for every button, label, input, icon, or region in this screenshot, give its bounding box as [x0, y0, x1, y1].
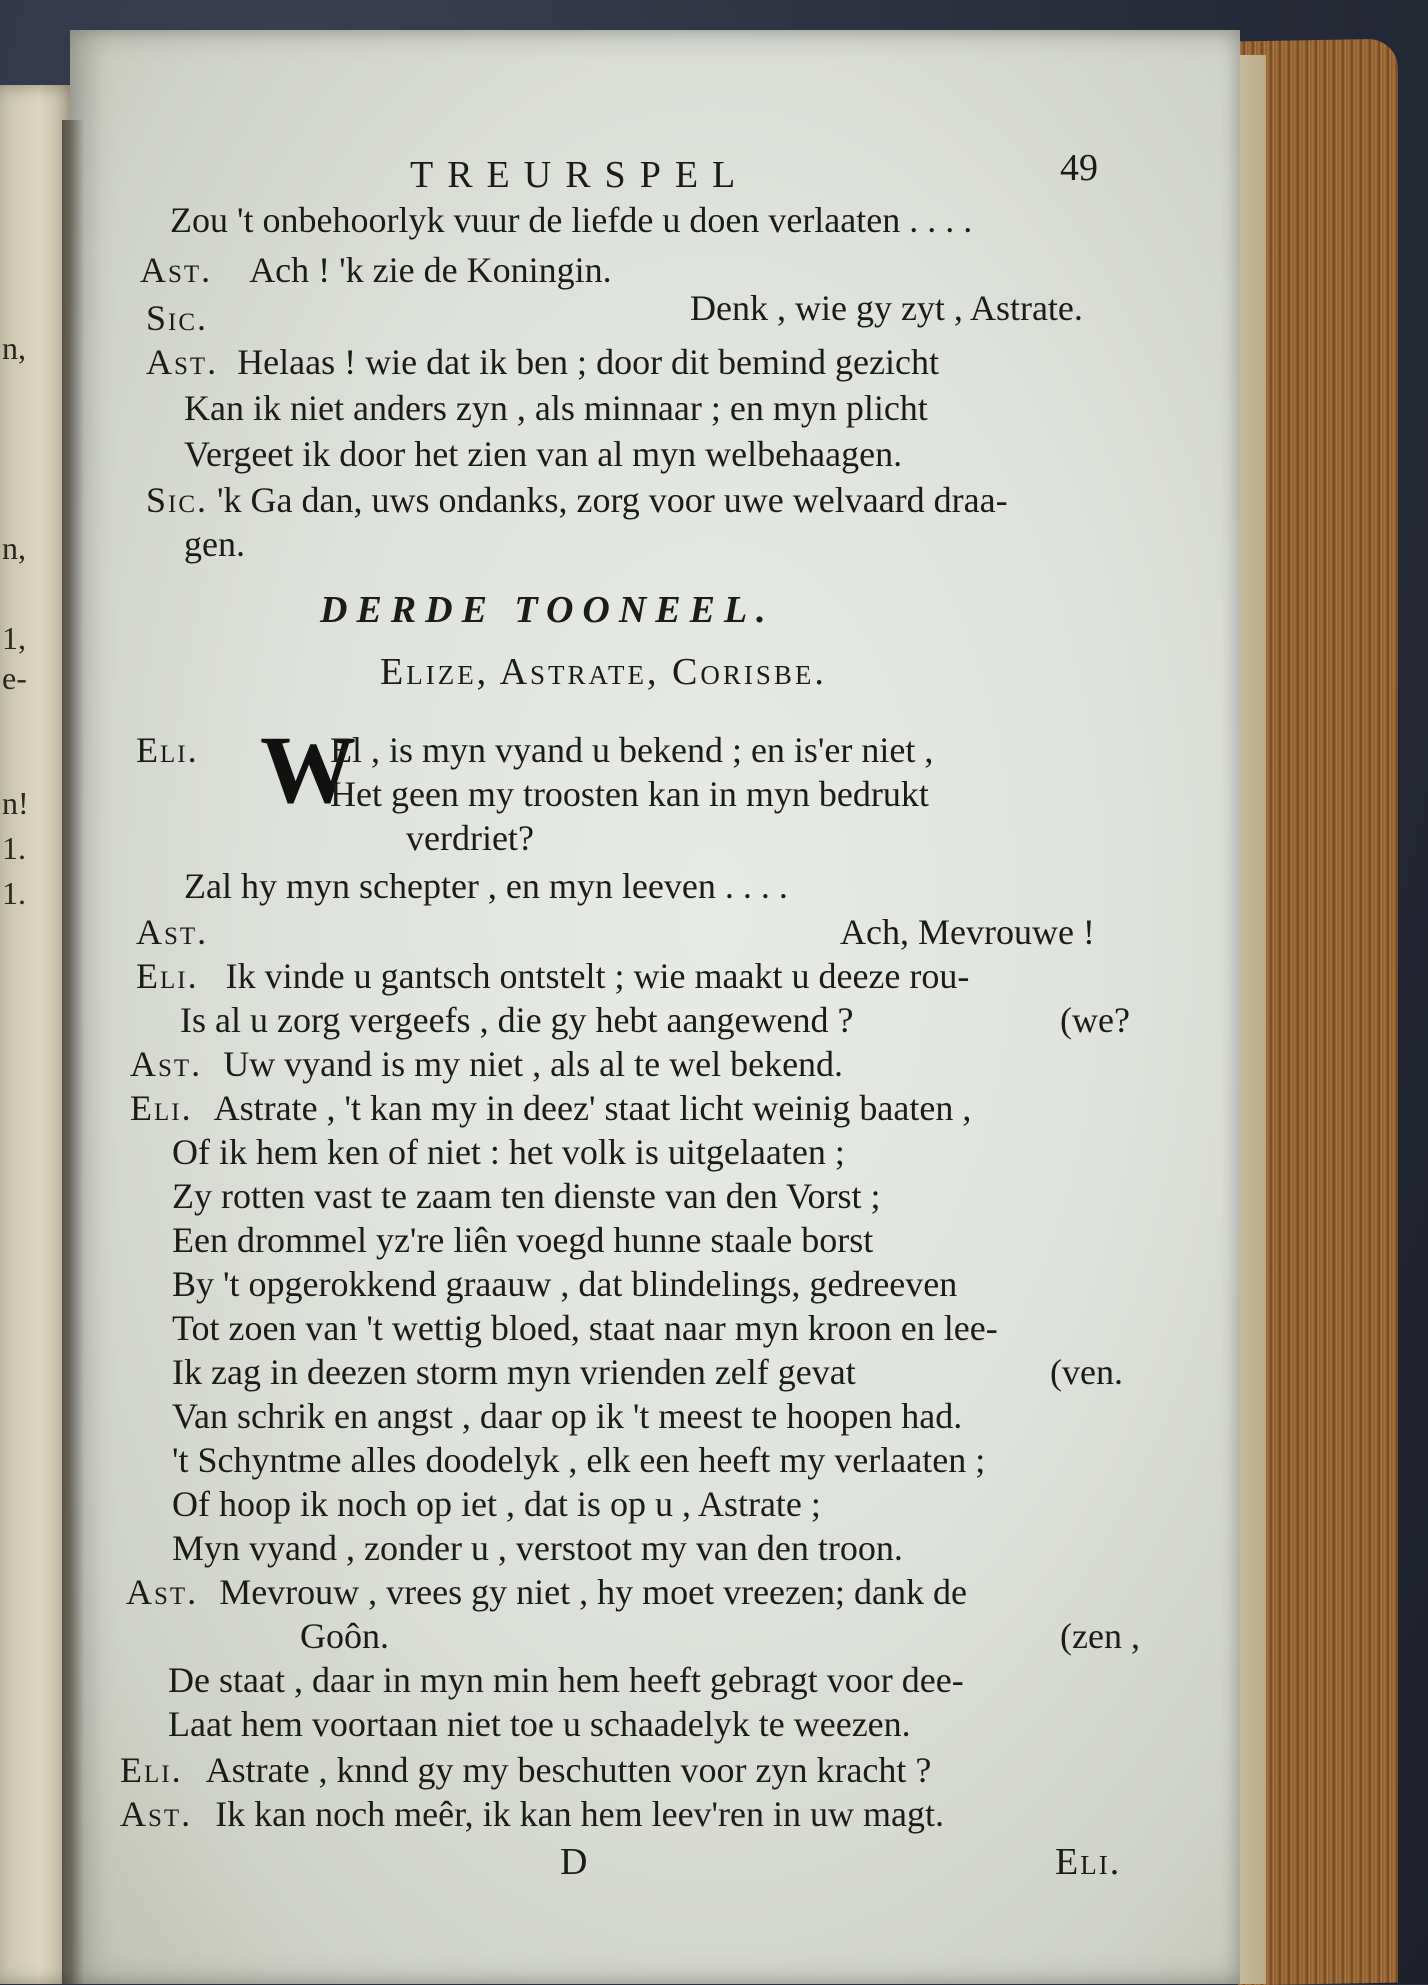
- verse-line: [168, 1660, 964, 1700]
- verse-text: Denk , wie gy zyt , Astrate.: [690, 288, 1083, 328]
- verse-text: Zal hy myn schepter , en myn leeven . . . .: [184, 866, 788, 906]
- verse-line: [172, 1132, 845, 1172]
- verse-line: [120, 1750, 931, 1790]
- catchword: Eli.: [1055, 1841, 1122, 1883]
- verse-line: [300, 1616, 389, 1656]
- verse-line: [184, 524, 245, 564]
- verse-line: [120, 1794, 944, 1834]
- verse-text: Mevrouw , vrees gy niet , hy moet vreezen; dank de: [219, 1572, 967, 1612]
- verse-text: Een drommel yz're liên voegd hunne staale borst: [172, 1220, 874, 1260]
- verse-text: Vergeet ik door het zien van al myn welbehaagen.: [184, 434, 903, 474]
- verse-text: Goôn.: [300, 1616, 389, 1656]
- page-number: 49: [1060, 147, 1098, 189]
- verse-line: [170, 200, 972, 240]
- verse-text: Ach, Mevrouwe !: [840, 912, 1095, 952]
- verse-text: By 't opgerokkend graauw , dat blindelings, gedreeven: [172, 1264, 958, 1304]
- verse-text: Tot zoen van 't wettig bloed, staat naar myn kroon en lee-: [172, 1308, 998, 1348]
- verse-text: 'k Ga dan, uws ondanks, zorg voor uwe welvaard draa-: [217, 480, 1008, 520]
- speaker: Eli.: [136, 730, 199, 770]
- verse-line: [172, 1396, 962, 1436]
- verse-line: [172, 1440, 985, 1480]
- verse-text: gen.: [184, 524, 245, 564]
- verse-text: Of hoop ik noch op iet , dat is op u , Astrate ;: [172, 1484, 821, 1524]
- verse-line: [130, 1088, 971, 1128]
- verse-text: Van schrik en angst , daar op ik 't meest te hoopen had.: [172, 1396, 963, 1436]
- verse-text: Of ik hem ken of niet : het volk is uitgelaaten ;: [172, 1132, 845, 1172]
- drop-capital: W: [260, 716, 356, 823]
- speaker: Eli.: [120, 1750, 183, 1790]
- verse-line: [330, 730, 933, 770]
- speaker: Ast.: [146, 342, 219, 382]
- verse-line-tail: [1060, 1000, 1130, 1040]
- verse-line: [172, 1220, 873, 1260]
- verse-line: [172, 1352, 856, 1392]
- verse-text: Myn vyand , zonder u , verstoot my van den troon.: [172, 1528, 903, 1568]
- verse-text: Ik zag in deezen storm myn vrienden zelf gevat: [172, 1352, 856, 1392]
- speaker: Sic.: [146, 298, 209, 338]
- verse-line: [184, 866, 788, 906]
- verse-line: [136, 912, 208, 952]
- verse-text: Zy rotten vast te zaam ten dienste van den Vorst ;: [172, 1176, 881, 1216]
- verse-line: [172, 1528, 903, 1568]
- verse-text: Ik vinde u gantsch ontstelt ; wie maakt u deeze rou-: [225, 956, 970, 996]
- scene-persons: Elize, Astrate, Corisbe.: [380, 651, 827, 693]
- verse-line: [168, 1704, 911, 1744]
- verse-line: [406, 818, 534, 858]
- speaker: Ast.: [126, 1572, 199, 1612]
- speaker: Ast.: [120, 1794, 193, 1834]
- speaker: Ast.: [130, 1044, 203, 1084]
- verse-text: El , is myn vyand u bekend ; en is'er niet ,: [330, 730, 934, 770]
- left-page-fragment: 1,: [2, 620, 26, 656]
- left-page-fragment: n,: [2, 530, 26, 566]
- verse-line: [146, 342, 939, 382]
- verse-text: Ach ! 'k zie de Koningin.: [249, 250, 612, 290]
- verse-text: De staat , daar in myn min hem heeft gebragt voor dee-: [168, 1660, 964, 1700]
- verse-line: [172, 1264, 957, 1304]
- verse-line: [136, 956, 969, 996]
- verse-line: [172, 1176, 881, 1216]
- verse-line: [146, 298, 208, 338]
- verse-line: [330, 774, 929, 814]
- verse-line: [140, 250, 612, 290]
- verse-line: [172, 1484, 821, 1524]
- verse-text: Ik kan noch meêr, ik kan hem leev'ren in uw magt.: [215, 1794, 944, 1834]
- speaker: Sic.: [146, 480, 209, 520]
- left-page-fragment: 1.: [2, 875, 26, 911]
- verse-text: Kan ik niet anders zyn , als minnaar ; en myn plicht: [184, 388, 928, 428]
- speaker: Ast.: [140, 250, 213, 290]
- verse-line: [184, 434, 902, 474]
- verse-line: [146, 480, 1008, 520]
- verse-tail: (we?: [1060, 1000, 1130, 1040]
- scene-title: DERDE TOONEEL.: [320, 589, 775, 631]
- verse-line: [184, 388, 928, 428]
- signature-mark: D: [560, 1841, 588, 1883]
- verse-line-tail: [1060, 1616, 1140, 1656]
- left-page-fragment: n,: [2, 330, 26, 366]
- verse-text: Helaas ! wie dat ik ben ; door dit bemind gezicht: [237, 342, 939, 382]
- page-gutter-shadow: [62, 120, 84, 1984]
- verse-line: [136, 730, 199, 770]
- verse-line: [690, 288, 1083, 328]
- verse-text: Zou 't onbehoorlyk vuur de liefde u doen verlaaten . . . .: [170, 200, 973, 240]
- verse-line: [840, 912, 1095, 952]
- speaker: Eli.: [130, 1088, 193, 1128]
- verse-text: Astrate , 't kan my in deez' staat licht weinig baaten ,: [213, 1088, 972, 1128]
- verse-text: Uw vyand is my niet , als al te wel bekend.: [223, 1044, 844, 1084]
- verse-text: Het geen my troosten kan in myn bedrukt: [330, 774, 929, 814]
- speaker: Ast.: [136, 912, 209, 952]
- running-title: TREURSPEL: [410, 154, 750, 196]
- verse-tail: (ven.: [1050, 1352, 1123, 1392]
- verse-line: [130, 1044, 843, 1084]
- verse-text: 't Schyntme alles doodelyk , elk een heeft my verlaaten ;: [172, 1440, 986, 1480]
- verse-line: [172, 1308, 998, 1348]
- left-page-fragment: n!: [2, 785, 29, 821]
- left-page-fragment: 1.: [2, 830, 26, 866]
- right-page: [70, 30, 1240, 1984]
- verse-line-tail: [1050, 1352, 1123, 1392]
- left-page-fragment: e-: [2, 660, 27, 696]
- verse-text: Laat hem voortaan niet toe u schaadelyk te weezen.: [168, 1704, 911, 1744]
- verse-line: [180, 1000, 853, 1040]
- verse-text: Astrate , knnd gy my beschutten voor zyn kracht ?: [205, 1750, 932, 1790]
- verse-text: verdriet?: [406, 818, 534, 858]
- verse-line: [126, 1572, 967, 1612]
- verse-text: Is al u zorg vergeefs , die gy hebt aangewend ?: [180, 1000, 854, 1040]
- verse-tail: (zen ,: [1060, 1616, 1140, 1656]
- speaker: Eli.: [136, 956, 199, 996]
